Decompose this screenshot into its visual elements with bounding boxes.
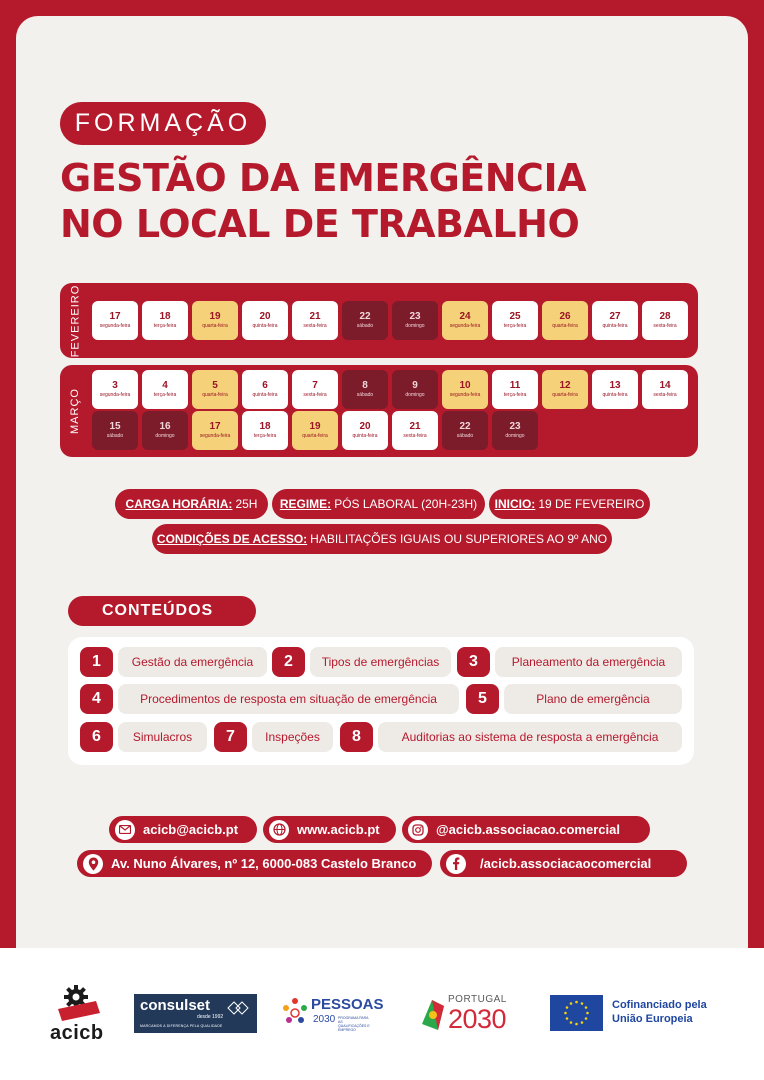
day-number: 19 <box>209 311 221 322</box>
content-item-text: Inspeções <box>252 722 333 752</box>
facebook-contact[interactable] <box>440 850 687 877</box>
calendar-day <box>342 370 388 409</box>
eu-flag-icon <box>550 995 603 1031</box>
instagram-text: @acicb.associacao.comercial <box>436 822 620 837</box>
day-weekday: quarta-feira <box>302 433 328 439</box>
calendar-day <box>392 411 438 450</box>
content-number: 2 <box>272 647 305 677</box>
start-value: 19 DE FEVEREIRO <box>538 497 645 511</box>
day-number: 26 <box>559 311 571 322</box>
calendar-day <box>642 370 688 409</box>
day-weekday: segunda-feira <box>199 433 231 439</box>
day-number: 7 <box>312 380 318 391</box>
day-weekday: quinta-feira <box>252 392 278 398</box>
calendar-day <box>642 301 688 340</box>
people-icon <box>280 996 310 1030</box>
day-number: 19 <box>309 421 321 432</box>
email-contact[interactable] <box>109 816 257 843</box>
day-number: 17 <box>109 311 121 322</box>
day-number: 8 <box>362 380 368 391</box>
day-weekday: quinta-feira <box>252 323 278 329</box>
content-item-text: Procedimentos de resposta em situação de emergência <box>118 684 459 714</box>
start-badge <box>489 489 650 519</box>
calendar-day <box>342 411 388 450</box>
day-weekday: terça-feira <box>153 392 177 398</box>
access-conditions-value: HABILITAÇÕES IGUAIS OU SUPERIORES AO 9º ANO <box>310 532 608 546</box>
calendar-day <box>192 370 238 409</box>
day-weekday: sexta-feira <box>653 323 677 329</box>
day-weekday: segunda-feira <box>449 323 481 329</box>
title-line-2: NO LOCAL DE TRABALHO <box>60 202 580 246</box>
content-item-text: Gestão da emergência <box>118 647 267 677</box>
instagram-icon <box>408 820 428 840</box>
calendar-day <box>92 411 138 450</box>
day-number: 9 <box>412 380 418 391</box>
regime-value: PÓS LABORAL (20H-23H) <box>334 497 478 511</box>
calendar-day <box>142 370 188 409</box>
workload-label: CARGA HORÁRIA: <box>125 497 233 511</box>
day-weekday: quinta-feira <box>602 392 628 398</box>
globe-icon <box>269 820 289 840</box>
website-contact[interactable] <box>263 816 396 843</box>
calendar-day <box>442 370 488 409</box>
content-number: 4 <box>80 684 113 714</box>
month-label-march: MARÇO <box>69 388 82 434</box>
day-number: 20 <box>359 421 371 432</box>
content-item-text: Simulacros <box>118 722 207 752</box>
day-number: 20 <box>259 311 271 322</box>
calendar-day <box>442 301 488 340</box>
location-pin-icon <box>83 854 103 874</box>
day-number: 13 <box>609 380 621 391</box>
content-item-text: Planeamento da emergência <box>495 647 682 677</box>
partner-logos: acicb consulset desde 1992 MARCAMOS A DIFERENÇA PELA QUALIDADE PESSOAS 2030 PROGRAMA PARA AS QUALIFICAÇÕES E EMPREGO PORTUGAL 2030 Cofinanciado pela União Europeia <box>0 948 764 1080</box>
calendar-day <box>292 370 338 409</box>
content-number: 6 <box>80 722 113 752</box>
consulset-logo: consulset desde 1992 MARCAMOS A DIFERENÇA PELA QUALIDADE <box>134 994 257 1033</box>
content-number: 5 <box>466 684 499 714</box>
calendar-day <box>292 411 338 450</box>
calendar-day <box>292 301 338 340</box>
day-number: 10 <box>459 380 471 391</box>
calendar-day <box>492 411 538 450</box>
calendar-day <box>392 301 438 340</box>
acicb-wordmark: acicb <box>50 1022 104 1044</box>
day-number: 24 <box>459 311 471 322</box>
content-number: 1 <box>80 647 113 677</box>
regime-badge <box>272 489 485 519</box>
day-weekday: terça-feira <box>253 433 277 439</box>
day-number: 25 <box>509 311 521 322</box>
contents-heading: CONTEÚDOS <box>68 596 256 626</box>
calendar-day <box>592 301 638 340</box>
month-label-february: FEVEREIRO <box>69 284 82 357</box>
envelope-icon <box>115 820 135 840</box>
day-number: 27 <box>609 311 621 322</box>
calendar-day <box>542 370 588 409</box>
lattice-icon <box>226 1000 250 1016</box>
day-weekday: sexta-feira <box>303 392 327 398</box>
regime-label: REGIME: <box>279 497 332 511</box>
day-number: 21 <box>309 311 321 322</box>
content-item-text: Tipos de emergências <box>310 647 451 677</box>
title-line-1: GESTÃO DA EMERGÊNCIA <box>60 156 586 200</box>
day-number: 6 <box>262 380 268 391</box>
day-weekday: quinta-feira <box>602 323 628 329</box>
day-weekday: terça-feira <box>503 392 527 398</box>
day-weekday: terça-feira <box>503 323 527 329</box>
page-title <box>60 155 700 247</box>
calendar-day <box>492 370 538 409</box>
day-weekday: quarta-feira <box>202 392 228 398</box>
day-weekday: segunda-feira <box>449 392 481 398</box>
day-weekday: quarta-feira <box>202 323 228 329</box>
calendar-day <box>592 370 638 409</box>
content-number: 3 <box>457 647 490 677</box>
content-number: 8 <box>340 722 373 752</box>
day-weekday: domingo <box>405 392 425 398</box>
calendar-day <box>142 411 188 450</box>
day-number: 3 <box>112 380 118 391</box>
calendar-day <box>492 301 538 340</box>
access-conditions-badge <box>152 524 612 554</box>
day-number: 21 <box>409 421 421 432</box>
day-weekday: sexta-feira <box>403 433 427 439</box>
day-number: 28 <box>659 311 671 322</box>
day-number: 18 <box>259 421 271 432</box>
eu-cofinancing-text: Cofinanciado pela União Europeia <box>612 999 707 1025</box>
facebook-text: /acicb.associacaocomercial <box>480 856 652 871</box>
day-weekday: sexta-feira <box>303 323 327 329</box>
portugal-emblem-icon <box>418 998 446 1032</box>
address-text: Av. Nuno Álvares, nº 12, 6000-083 Castelo Branco <box>111 856 417 871</box>
calendar-day <box>242 370 288 409</box>
day-weekday: quinta-feira <box>352 433 378 439</box>
content-number: 7 <box>214 722 247 752</box>
day-number: 15 <box>109 421 121 432</box>
workload-badge <box>115 489 268 519</box>
day-weekday: domingo <box>505 433 525 439</box>
day-number: 23 <box>509 421 521 432</box>
calendar-day <box>192 301 238 340</box>
day-number: 18 <box>159 311 171 322</box>
calendar-day <box>92 301 138 340</box>
content-item-text: Auditorias ao sistema de resposta a emergência <box>378 722 682 752</box>
calendar-day <box>442 411 488 450</box>
calendar-day <box>92 370 138 409</box>
day-number: 5 <box>212 380 218 391</box>
day-weekday: terça-feira <box>153 323 177 329</box>
calendar-day <box>342 301 388 340</box>
calendar-march <box>60 365 698 457</box>
facebook-icon <box>446 854 466 874</box>
email-text: acicb@acicb.pt <box>143 822 239 837</box>
day-number: 11 <box>509 380 521 391</box>
day-weekday: sexta-feira <box>653 392 677 398</box>
day-number: 16 <box>159 421 171 432</box>
calendar-day <box>142 301 188 340</box>
access-conditions-label: CONDIÇÕES DE ACESSO: <box>156 532 308 546</box>
website-text: www.acicb.pt <box>297 822 380 837</box>
day-weekday: domingo <box>155 433 175 439</box>
day-number: 23 <box>409 311 421 322</box>
instagram-contact[interactable] <box>402 816 650 843</box>
content-item-text: Plano de emergência <box>504 684 682 714</box>
day-weekday: sábado <box>456 433 474 439</box>
address-contact <box>77 850 432 877</box>
workload-value: 25H <box>235 497 258 511</box>
day-number: 4 <box>162 380 168 391</box>
day-weekday: segunda-feira <box>99 392 131 398</box>
day-weekday: domingo <box>405 323 425 329</box>
day-number: 22 <box>459 421 471 432</box>
calendar-day <box>242 411 288 450</box>
day-weekday: quarta-feira <box>552 323 578 329</box>
day-number: 14 <box>659 380 671 391</box>
day-weekday: sábado <box>106 433 124 439</box>
category-label: FORMAÇÃO <box>60 102 266 145</box>
calendar-day <box>392 370 438 409</box>
day-weekday: sábado <box>356 323 374 329</box>
calendar-day <box>192 411 238 450</box>
calendar-february <box>60 283 698 358</box>
start-label: INICIO: <box>494 497 536 511</box>
day-weekday: quarta-feira <box>552 392 578 398</box>
day-weekday: sábado <box>356 392 374 398</box>
day-number: 12 <box>559 380 571 391</box>
calendar-day <box>542 301 588 340</box>
day-number: 22 <box>359 311 371 322</box>
day-number: 17 <box>209 421 221 432</box>
calendar-day <box>242 301 288 340</box>
day-weekday: segunda-feira <box>99 323 131 329</box>
